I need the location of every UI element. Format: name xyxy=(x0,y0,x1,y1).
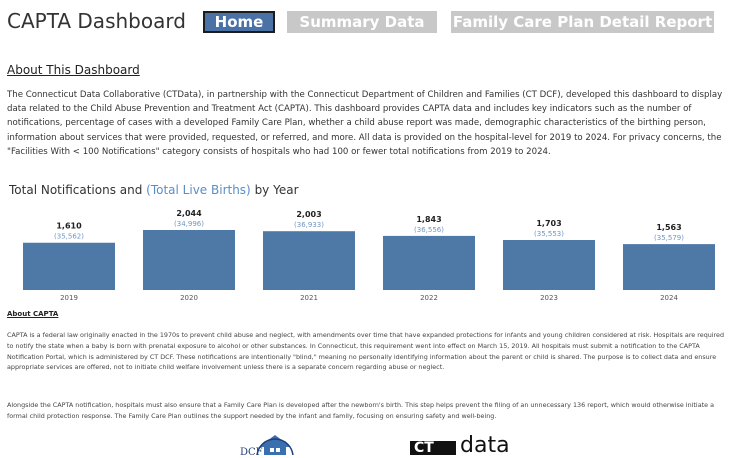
chart-title-main: Total Notifications and xyxy=(9,183,147,197)
bar-2022 xyxy=(383,236,475,290)
value-label-2022: 1,843 xyxy=(416,214,442,224)
notifications-bar-chart xyxy=(0,200,736,306)
value-label-2023: 1,703 xyxy=(536,219,562,229)
bar-2024 xyxy=(623,244,715,290)
chart-title-end: by Year xyxy=(250,183,299,197)
nav-summary-data-button[interactable]: Summary Data xyxy=(287,11,437,33)
value-label-2021: 2,003 xyxy=(296,210,322,220)
bar-2020 xyxy=(143,230,235,290)
dcf-logo xyxy=(233,431,323,455)
ctdata-logo xyxy=(410,433,550,458)
x-tick-2020: 2020 xyxy=(180,294,198,302)
x-tick-2021: 2021 xyxy=(300,294,318,302)
about-capta-link[interactable]: About CAPTA xyxy=(7,310,59,318)
secondary-label-2020: (34,996) xyxy=(174,220,204,228)
ctdata-logo-word: data xyxy=(460,433,510,458)
about-dashboard-text: The Connecticut Data Collaborative (CTData), in partnership with the Connecticut Department of Children and Families (CT DCF), developed this dashboard to display data related to the Child Abuse Prevention and Treatment Act (CAPTA). This dashboard provides CAPTA data and includes key indicators such as the number of notifications, percentage of cases with a developed Family Care Plan, whether a child abuse report was made, demographic characteristics of the birthing person, information about services that were provided, requested, or referred, and more. All data is provided on the hospital-level for 2019 to 2024. For privacy concerns, the "Facilities With < 100 Notifications" category consists of hospitals who had 100 or fewer total notifications from 2019 to 2024. xyxy=(7,90,723,157)
chart-title xyxy=(9,183,299,197)
x-tick-2023: 2023 xyxy=(540,294,558,302)
about-capta-paragraph-1: CAPTA is a federal law originally enacted in the 1970s to prevent child abuse and neglect, with amendments over time that have expanded protections for infants and young children considered at risk. Hospitals are required to notify the state when a baby is born with prenatal exposure to alcohol or other substances. In Connecticut, this requirement went into effect on March 15, 2019. All hospitals must submit a notification to the CAPTA Notification Portal, which is administered by CT DCF. These notifications are intentionally "blind," meaning no personally identifying information about the parent or child is shared. The purpose is to collect data and ensure appropriate services are offered, not to initiate child welfare involvement unless there is a separate concern regarding abuse or neglect. xyxy=(7,331,725,372)
about-dashboard-title: About This Dashboard xyxy=(7,63,140,77)
about-capta-paragraph-2: Alongside the CAPTA notification, hospitals must also ensure that a Family Care Plan is developed after the newborn's birth. This step helps prevent the filing of an unnecessary 136 report, which would otherwise initiate a formal child protection response. The Family Care Plan outlines the support needed by the infant and family, focusing on ensuring safety and well-being. xyxy=(7,401,714,420)
x-tick-2022: 2022 xyxy=(420,294,438,302)
header xyxy=(0,0,736,44)
secondary-label-2024: (35,579) xyxy=(654,234,684,243)
chart-title-highlight: (Total Live Births) xyxy=(146,183,251,197)
value-label-2020: 2,044 xyxy=(176,209,202,218)
x-tick-2019: 2019 xyxy=(60,294,78,302)
bar-2023 xyxy=(503,240,595,290)
secondary-label-2022: (36,556) xyxy=(414,225,444,234)
secondary-label-2023: (35,553) xyxy=(534,230,564,239)
app-title: CAPTA Dashboard xyxy=(7,9,186,33)
ctdata-logo-box-text: CT xyxy=(414,440,434,456)
value-label-2024: 1,563 xyxy=(656,223,682,233)
x-tick-2024: 2024 xyxy=(660,294,678,302)
nav-home-button[interactable]: Home xyxy=(203,11,275,33)
value-label-2019: 1,610 xyxy=(56,221,82,231)
bar-2019 xyxy=(23,243,115,290)
dcf-logo-text: DCF xyxy=(240,447,263,455)
bar-2021 xyxy=(263,231,355,290)
secondary-label-2019: (35,562) xyxy=(54,232,84,241)
secondary-label-2021: (36,933) xyxy=(294,221,324,230)
nav-family-care-plan-button[interactable]: Family Care Plan Detail Report xyxy=(452,13,713,31)
